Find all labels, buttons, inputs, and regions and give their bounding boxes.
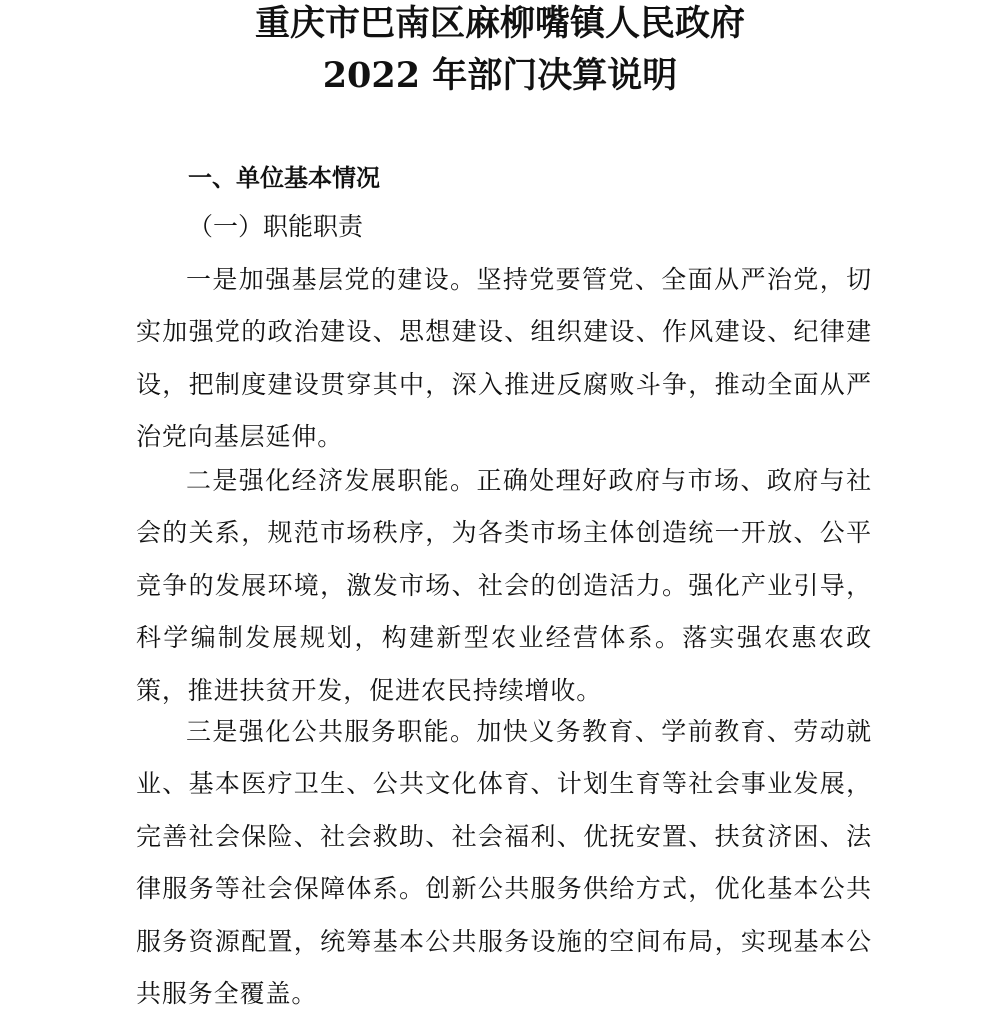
paragraph-public-services: 三是强化公共服务职能。加快义务教育、学前教育、劳动就业、基本医疗卫生、公共文化体育、计划生育等社会事业发展，完善社会保险、社会救助、社会福利、优抚安置、扶贫济困、法律服务等社会保障体系。创新公共服务供给方式，优化基本公共服务资源配置，统筹基本公共服务设施的空间布局，实现基本公共服务全覆盖。 bbox=[136, 717, 872, 1009]
paragraph-party-building: 一是加强基层党的建设。坚持党要管党、全面从严治党，切实加强党的政治建设、思想建设、组织建设、作风建设、纪律建设，把制度建设贯穿其中，深入推进反腐败斗争，推动全面从严治党向基层延伸。 bbox=[136, 265, 872, 452]
subsection-heading-functions: （一）职能职责 bbox=[188, 212, 364, 241]
paragraph-economic-development: 二是强化经济发展职能。正确处理好政府与市场、政府与社会的关系，规范市场秩序，为各类市场主体创造统一开放、公平竞争的发展环境，激发市场、社会的创造活力。强化产业引导，科学编制发展规划，构建新型农业经营体系。落实强农惠农政策，推进扶贫开发，促进农民持续增收。 bbox=[136, 466, 872, 705]
document-title-line-2: 2022 年部门决算说明 bbox=[322, 55, 678, 96]
section-heading-unit-overview: 一、单位基本情况 bbox=[188, 163, 380, 192]
document-title-line-1: 重庆市巴南区麻柳嘴镇人民政府 bbox=[254, 3, 745, 44]
